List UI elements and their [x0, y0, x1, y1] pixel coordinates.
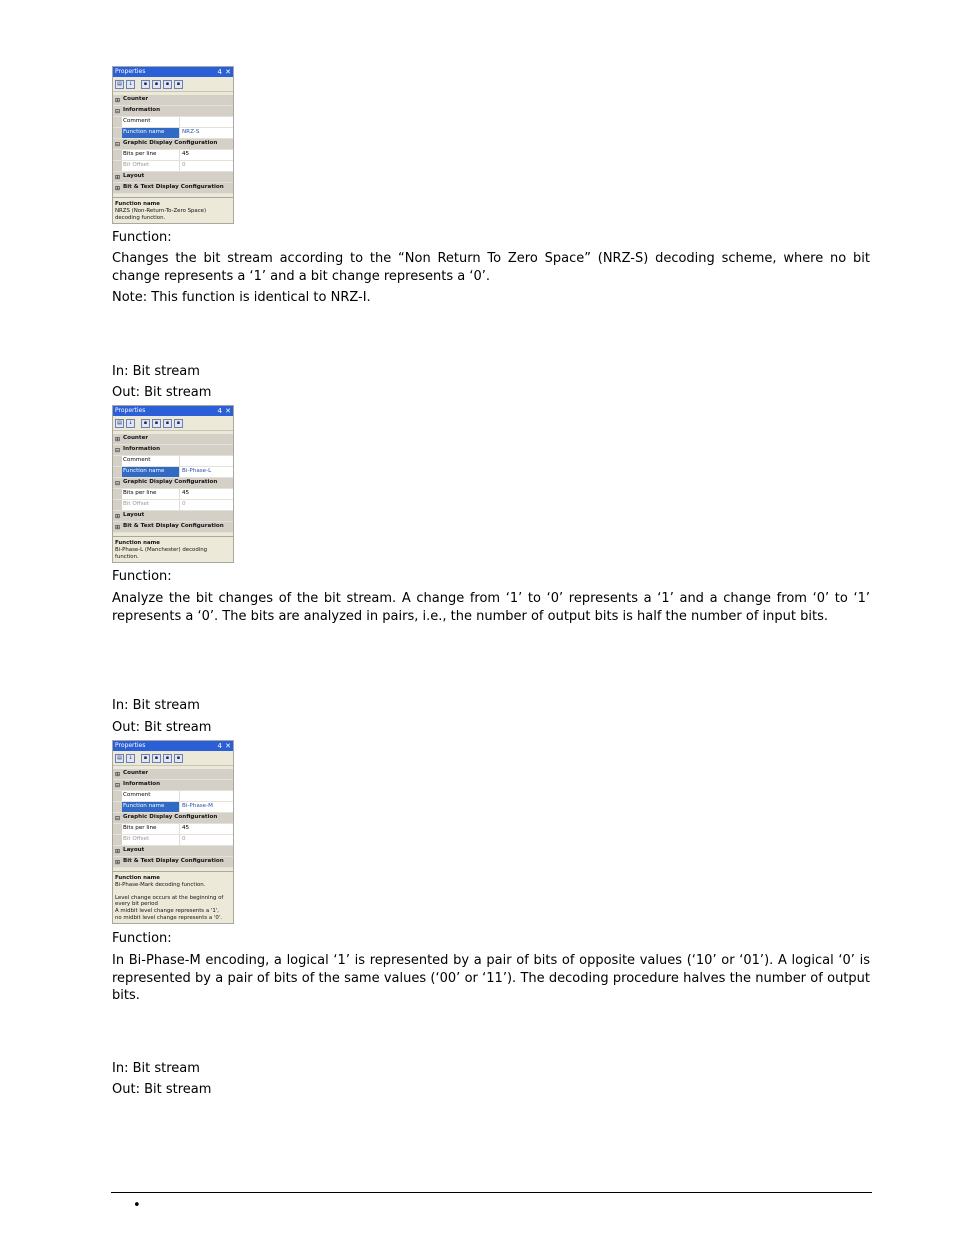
- category-information[interactable]: ⊟ Information: [113, 445, 233, 456]
- input-spec: In: Bit stream: [112, 698, 200, 713]
- panel-toolbar: [113, 77, 233, 92]
- categorized-icon[interactable]: ▤: [115, 754, 124, 763]
- property-function-name[interactable]: Function name NRZ-S: [113, 128, 233, 139]
- toolbar-icon-4[interactable]: ▪: [174, 80, 183, 89]
- property-function-name[interactable]: Function name Bi-Phase-M: [113, 802, 233, 813]
- property-bit-offset: Bit Offset 0: [113, 500, 233, 511]
- category-bit-text-display[interactable]: ⊞ Bit & Text Display Configuration: [113, 522, 233, 533]
- collapse-icon[interactable]: ⊟: [114, 814, 121, 822]
- property-grid: [113, 769, 233, 868]
- property-comment[interactable]: Comment: [113, 456, 233, 467]
- panel-title: Properties: [115, 407, 146, 414]
- panel-title: Properties: [115, 742, 146, 749]
- category-layout[interactable]: ⊞ Layout: [113, 511, 233, 522]
- category-bit-text-display[interactable]: ⊞ Bit & Text Display Configuration: [113, 183, 233, 194]
- pin-icon[interactable]: 4: [217, 742, 222, 750]
- panel-title-bar: [113, 741, 233, 751]
- toolbar-icon-3[interactable]: ▪: [163, 754, 172, 763]
- category-information[interactable]: ⊟ Information: [113, 780, 233, 791]
- close-icon[interactable]: ✕: [225, 407, 231, 415]
- sort-alpha-icon[interactable]: ↓: [126, 754, 135, 763]
- panel-title-bar: [113, 406, 233, 416]
- collapse-icon[interactable]: ⊟: [114, 479, 121, 487]
- function-description: In Bi-Phase-M encoding, a logical ‘1’ is represented by a pair of bits of opposite values (‘10’ or ‘01’). A logical ‘0’ is represented by a pair of bits of the same values (‘00’ or ‘11’). The decoding procedure halves the number of output bits.: [112, 953, 870, 1003]
- toolbar-icon-1[interactable]: ▪: [141, 80, 150, 89]
- note-text: Note: This function is identical to NRZ-I.: [112, 290, 371, 305]
- category-bit-text-display[interactable]: ⊞ Bit & Text Display Configuration: [113, 857, 233, 868]
- expand-icon[interactable]: ⊞: [114, 512, 121, 520]
- expand-icon[interactable]: ⊞: [114, 858, 121, 866]
- expand-icon[interactable]: ⊞: [114, 435, 121, 443]
- footer-bullet: •: [133, 1198, 141, 1213]
- expand-icon[interactable]: ⊞: [114, 847, 121, 855]
- expand-icon[interactable]: ⊞: [114, 184, 121, 192]
- expand-icon[interactable]: ⊞: [114, 770, 121, 778]
- property-grid: [113, 95, 233, 194]
- toolbar-icon-1[interactable]: ▪: [141, 754, 150, 763]
- category-counter[interactable]: ⊞ Counter: [113, 769, 233, 780]
- collapse-icon[interactable]: ⊟: [114, 140, 121, 148]
- output-spec: Out: Bit stream: [112, 385, 212, 400]
- toolbar-icon-3[interactable]: ▪: [163, 80, 172, 89]
- input-spec: In: Bit stream: [112, 364, 200, 379]
- property-bit-offset: Bit Offset 0: [113, 835, 233, 846]
- toolbar-icon-2[interactable]: ▪: [152, 419, 161, 428]
- property-bits-per-line[interactable]: Bits per line 45: [113, 489, 233, 500]
- category-graphic-display[interactable]: ⊟ Graphic Display Configuration: [113, 478, 233, 489]
- sort-alpha-icon[interactable]: ↓: [126, 419, 135, 428]
- sort-alpha-icon[interactable]: ↓: [126, 80, 135, 89]
- property-function-name[interactable]: Function name Bi-Phase-L: [113, 467, 233, 478]
- close-icon[interactable]: ✕: [225, 68, 231, 76]
- category-counter[interactable]: ⊞ Counter: [113, 434, 233, 445]
- toolbar-icon-1[interactable]: ▪: [141, 419, 150, 428]
- properties-panel: [112, 740, 234, 924]
- description-pane: Function name NRZS (Non-Return-To-Zero Space) decoding function.: [113, 197, 233, 223]
- collapse-icon[interactable]: ⊟: [114, 781, 121, 789]
- panel-toolbar: [113, 751, 233, 766]
- description-pane: Function name Bi-Phase-Mark decoding function. Level change occurs at the beginning of every bit period A midbit level change represents a '1', no midbit level change represents a '0'.: [113, 871, 233, 924]
- function-description: Analyze the bit changes of the bit stream. A change from ‘1’ to ‘0’ represents a ‘1’ and a change from ‘0’ to ‘1’ represents a ‘0’. The bits are analyzed in pairs, i.e., the number of output bits is half the number of input bits.: [112, 591, 870, 624]
- close-icon[interactable]: ✕: [225, 742, 231, 750]
- collapse-icon[interactable]: ⊟: [114, 446, 121, 454]
- category-information[interactable]: ⊟ Information: [113, 106, 233, 117]
- properties-panel: [112, 66, 234, 224]
- expand-icon[interactable]: ⊞: [114, 96, 121, 104]
- category-graphic-display[interactable]: ⊟ Graphic Display Configuration: [113, 813, 233, 824]
- properties-panel: [112, 405, 234, 563]
- panel-toolbar: [113, 416, 233, 431]
- toolbar-icon-4[interactable]: ▪: [174, 419, 183, 428]
- panel-title-bar: [113, 67, 233, 77]
- footer-rule: [111, 1192, 872, 1193]
- category-counter[interactable]: ⊞ Counter: [113, 95, 233, 106]
- input-spec: In: Bit stream: [112, 1061, 200, 1076]
- output-spec: Out: Bit stream: [112, 720, 212, 735]
- categorized-icon[interactable]: ▤: [115, 80, 124, 89]
- categorized-icon[interactable]: ▤: [115, 419, 124, 428]
- description-pane: Function name Bi-Phase-L (Manchester) decoding function.: [113, 536, 233, 562]
- toolbar-icon-3[interactable]: ▪: [163, 419, 172, 428]
- toolbar-icon-2[interactable]: ▪: [152, 80, 161, 89]
- category-layout[interactable]: ⊞ Layout: [113, 172, 233, 183]
- panel-title: Properties: [115, 68, 146, 75]
- toolbar-icon-4[interactable]: ▪: [174, 754, 183, 763]
- category-graphic-display[interactable]: ⊟ Graphic Display Configuration: [113, 139, 233, 150]
- pin-icon[interactable]: 4: [217, 407, 222, 415]
- property-comment[interactable]: Comment: [113, 791, 233, 802]
- property-bits-per-line[interactable]: Bits per line 45: [113, 824, 233, 835]
- property-comment[interactable]: Comment: [113, 117, 233, 128]
- toolbar-icon-2[interactable]: ▪: [152, 754, 161, 763]
- function-label: Function:: [112, 230, 172, 245]
- category-layout[interactable]: ⊞ Layout: [113, 846, 233, 857]
- property-bits-per-line[interactable]: Bits per line 45: [113, 150, 233, 161]
- expand-icon[interactable]: ⊞: [114, 173, 121, 181]
- output-spec: Out: Bit stream: [112, 1082, 212, 1097]
- property-grid: [113, 434, 233, 533]
- function-label: Function:: [112, 931, 172, 946]
- collapse-icon[interactable]: ⊟: [114, 107, 121, 115]
- expand-icon[interactable]: ⊞: [114, 523, 121, 531]
- function-label: Function:: [112, 569, 172, 584]
- pin-icon[interactable]: 4: [217, 68, 222, 76]
- property-bit-offset: Bit Offset 0: [113, 161, 233, 172]
- function-description: Changes the bit stream according to the “Non Return To Zero Space” (NRZ-S) decoding scheme, where no bit change represents a ‘1’ and a bit change represents a ‘0’.: [112, 251, 870, 284]
